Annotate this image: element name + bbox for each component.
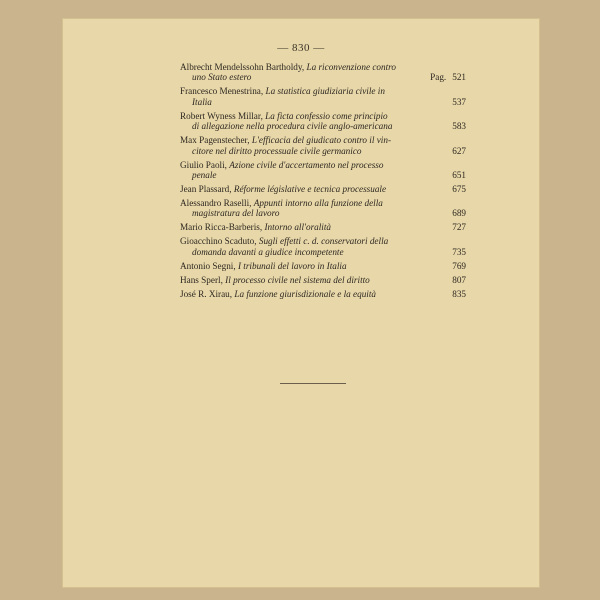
entry-title-cont: Italia — [192, 96, 212, 107]
toc-entry — [180, 275, 466, 285]
entry-page: 675 — [448, 184, 466, 194]
toc-entry — [180, 160, 466, 181]
entry-page: 521 — [452, 72, 466, 83]
entry-title: Sugli effetti c. d. conservatori della — [258, 236, 389, 247]
toc-entry — [180, 184, 466, 194]
book-page — [62, 18, 540, 588]
entry-page: 689 — [448, 208, 466, 218]
entry-page: 727 — [448, 222, 466, 232]
entry-title: I tribunali del lavoro in Italia — [237, 260, 347, 271]
toc-entry — [180, 62, 466, 83]
page-label: Pag. — [430, 72, 447, 83]
entry-title-cont: di allegazione nella procedura civile anglo-americana — [192, 121, 393, 132]
entry-page: 537 — [448, 97, 466, 107]
entry-title: Azione civile d'accertamento nel processo — [229, 159, 384, 170]
toc-entry — [180, 111, 466, 132]
toc-entry — [180, 236, 466, 257]
entry-author: Mario Ricca-Barberis, — [180, 222, 263, 233]
entry-title: L'efficacia del giudicato contro il vin- — [251, 135, 391, 146]
entry-title: Il processo civile nel sistema del diritto — [225, 274, 370, 285]
entry-title: Intorno all'oralità — [264, 222, 331, 233]
entry-title-cont: domanda davanti a giudice incompetente — [192, 246, 344, 257]
toc-entry — [180, 289, 466, 299]
entry-page: 835 — [448, 289, 466, 299]
entry-title: Appunti intorno alla funzione della — [253, 198, 383, 209]
divider-rule — [280, 383, 346, 384]
entry-author: Giulio Paoli, — [180, 159, 227, 170]
entry-author: Alessandro Raselli, — [180, 198, 252, 209]
entry-author: Jean Plassard, — [180, 184, 232, 195]
page-number: — 830 — — [277, 42, 325, 54]
entry-page: 627 — [448, 146, 466, 156]
entry-page: 583 — [448, 121, 466, 131]
entry-title: La riconvenzione contro — [306, 62, 396, 72]
table-of-contents — [180, 62, 466, 303]
entry-page: 807 — [448, 275, 466, 285]
entry-page: 769 — [448, 261, 466, 271]
entry-page: 651 — [448, 170, 466, 180]
entry-title-cont: citore nel diritto processuale civile germanico — [192, 145, 362, 156]
entry-author: Albrecht Mendelssohn Bartholdy, — [180, 62, 305, 72]
toc-entry — [180, 135, 466, 156]
toc-entry — [180, 261, 466, 271]
toc-entry — [180, 198, 466, 219]
entry-page: 735 — [448, 247, 466, 257]
entry-title: La funzione giurisdizionale e la equità — [234, 288, 376, 299]
entry-title: La statistica giudiziaria civile in — [265, 86, 385, 97]
entry-author: José R. Xirau, — [180, 288, 233, 299]
entry-title-cont: magistratura del lavoro — [192, 208, 280, 219]
entry-author: Francesco Menestrina, — [180, 86, 264, 97]
entry-title: Réforme législative e tecnica processuale — [233, 184, 387, 195]
entry-author: Robert Wyness Millar, — [180, 110, 263, 121]
entry-author: Gioacchino Scaduto, — [180, 236, 257, 247]
entry-author: Hans Sperl, — [180, 274, 223, 285]
entry-author: Max Pagenstecher, — [180, 135, 250, 146]
entry-title: La ficta confessio come principio — [265, 110, 388, 121]
entry-title-cont: uno Stato estero — [192, 72, 252, 83]
toc-entry — [180, 222, 466, 232]
toc-entry — [180, 86, 466, 107]
entry-title-cont: penale — [192, 170, 217, 181]
entry-author: Antonio Segni, — [180, 260, 236, 271]
